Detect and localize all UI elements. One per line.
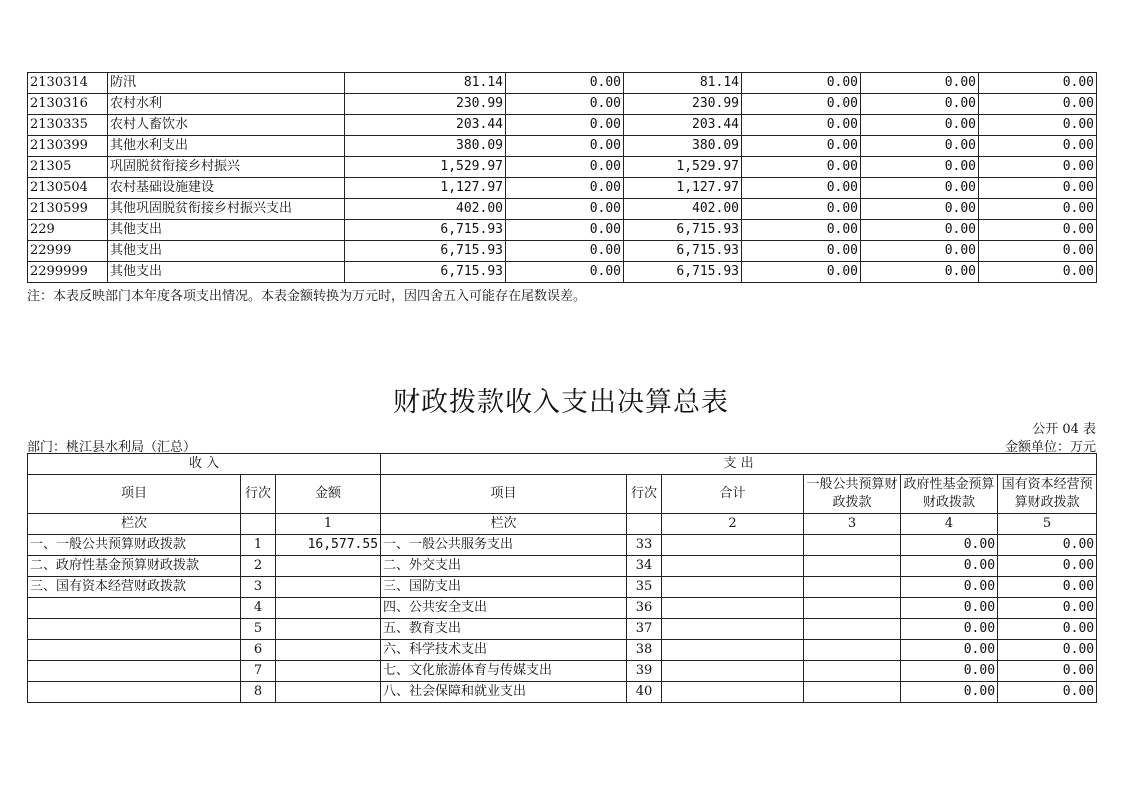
expense-item: 一、一般公共服务支出 bbox=[381, 535, 627, 556]
state-capital-value: 0.00 bbox=[998, 577, 1097, 598]
value-col-5: 0.00 bbox=[861, 262, 979, 283]
subject-code: 2130335 bbox=[28, 115, 108, 136]
subject-code: 2130599 bbox=[28, 199, 108, 220]
income-row-no-header: 行次 bbox=[241, 475, 276, 514]
table-row bbox=[28, 535, 1097, 556]
total-value: 6,715.93 bbox=[345, 241, 506, 262]
gov-fund-value: 0.00 bbox=[901, 598, 998, 619]
table-row bbox=[28, 94, 1097, 115]
page-title: 财政拨款收入支出决算总表 bbox=[393, 387, 729, 418]
state-capital-value: 0.00 bbox=[998, 661, 1097, 682]
total-value: 230.99 bbox=[345, 94, 506, 115]
expense-row-no: 39 bbox=[627, 661, 662, 682]
subject-code: 21305 bbox=[28, 157, 108, 178]
subject-name: 其他支出 bbox=[108, 262, 345, 283]
project-expense-value: 1,529.97 bbox=[624, 157, 742, 178]
value-col-5: 0.00 bbox=[861, 178, 979, 199]
expense-row-no: 36 bbox=[627, 598, 662, 619]
project-expense-value: 230.99 bbox=[624, 94, 742, 115]
general-budget-value bbox=[804, 577, 901, 598]
column-number-5: 5 bbox=[998, 514, 1097, 535]
expense-header: 支 出 bbox=[381, 454, 1097, 475]
general-budget-value bbox=[804, 619, 901, 640]
income-amount bbox=[276, 661, 381, 682]
subject-code: 22999 bbox=[28, 241, 108, 262]
gov-fund-value: 0.00 bbox=[901, 640, 998, 661]
expense-total bbox=[662, 682, 804, 703]
table-row bbox=[28, 115, 1097, 136]
expense-item: 六、科学技术支出 bbox=[381, 640, 627, 661]
income-amount-header: 金额 bbox=[276, 475, 381, 514]
basic-expense-value: 0.00 bbox=[506, 199, 624, 220]
gov-fund-value: 0.00 bbox=[901, 619, 998, 640]
value-col-6: 0.00 bbox=[979, 115, 1097, 136]
basic-expense-value: 0.00 bbox=[506, 73, 624, 94]
gov-fund-value: 0.00 bbox=[901, 556, 998, 577]
income-item: 一、一般公共预算财政拨款 bbox=[28, 535, 241, 556]
subject-name: 农村水利 bbox=[108, 94, 345, 115]
subject-name: 其他水利支出 bbox=[108, 136, 345, 157]
value-col-4: 0.00 bbox=[742, 220, 861, 241]
income-amount bbox=[276, 598, 381, 619]
value-col-6: 0.00 bbox=[979, 178, 1097, 199]
table-row bbox=[28, 73, 1097, 94]
project-expense-value: 203.44 bbox=[624, 115, 742, 136]
expense-item: 三、国防支出 bbox=[381, 577, 627, 598]
expense-row-no: 35 bbox=[627, 577, 662, 598]
state-capital-header: 国有资本经营预算财政拨款 bbox=[998, 475, 1097, 514]
table-row bbox=[28, 619, 1097, 640]
column-number-1: 1 bbox=[276, 514, 381, 535]
project-expense-value: 1,127.97 bbox=[624, 178, 742, 199]
subject-code: 2130316 bbox=[28, 94, 108, 115]
expense-total bbox=[662, 577, 804, 598]
value-col-4: 0.00 bbox=[742, 136, 861, 157]
total-value: 6,715.93 bbox=[345, 262, 506, 283]
expense-total bbox=[662, 619, 804, 640]
table-row bbox=[28, 661, 1097, 682]
project-expense-value: 6,715.93 bbox=[624, 262, 742, 283]
income-row-no: 6 bbox=[241, 640, 276, 661]
expense-item: 八、社会保障和就业支出 bbox=[381, 682, 627, 703]
subject-name: 农村人畜饮水 bbox=[108, 115, 345, 136]
state-capital-value: 0.00 bbox=[998, 682, 1097, 703]
table-note: 注：本表反映部门本年度各项支出情况。本表金额转换为万元时，因四舍五入可能存在尾数误差。 bbox=[27, 289, 587, 304]
general-budget-value bbox=[804, 598, 901, 619]
value-col-5: 0.00 bbox=[861, 73, 979, 94]
income-amount bbox=[276, 682, 381, 703]
general-budget-value bbox=[804, 682, 901, 703]
total-value: 81.14 bbox=[345, 73, 506, 94]
income-amount bbox=[276, 619, 381, 640]
project-expense-value: 81.14 bbox=[624, 73, 742, 94]
fiscal-summary-table bbox=[27, 453, 1097, 703]
value-col-5: 0.00 bbox=[861, 241, 979, 262]
expense-total bbox=[662, 535, 804, 556]
total-header: 合计 bbox=[662, 475, 804, 514]
income-item bbox=[28, 640, 241, 661]
income-item-header: 项目 bbox=[28, 475, 241, 514]
value-col-6: 0.00 bbox=[979, 136, 1097, 157]
general-budget-value bbox=[804, 535, 901, 556]
expense-total bbox=[662, 640, 804, 661]
subject-name: 防汛 bbox=[108, 73, 345, 94]
subject-name: 其他巩固脱贫衔接乡村振兴支出 bbox=[108, 199, 345, 220]
income-item bbox=[28, 598, 241, 619]
subject-code: 229 bbox=[28, 220, 108, 241]
expense-row-no: 38 bbox=[627, 640, 662, 661]
general-budget-value bbox=[804, 556, 901, 577]
gov-fund-value: 0.00 bbox=[901, 661, 998, 682]
total-value: 380.09 bbox=[345, 136, 506, 157]
value-col-6: 0.00 bbox=[979, 157, 1097, 178]
income-item: 三、国有资本经营财政拨款 bbox=[28, 577, 241, 598]
expense-row-no: 40 bbox=[627, 682, 662, 703]
income-item bbox=[28, 682, 241, 703]
value-col-4: 0.00 bbox=[742, 94, 861, 115]
income-item bbox=[28, 619, 241, 640]
income-row-no: 4 bbox=[241, 598, 276, 619]
expense-total bbox=[662, 598, 804, 619]
column-number-2: 2 bbox=[662, 514, 804, 535]
state-capital-value: 0.00 bbox=[998, 535, 1097, 556]
value-col-5: 0.00 bbox=[861, 115, 979, 136]
expense-item: 二、外交支出 bbox=[381, 556, 627, 577]
expense-row-no-header: 行次 bbox=[627, 475, 662, 514]
subject-name: 其他支出 bbox=[108, 220, 345, 241]
expense-total bbox=[662, 556, 804, 577]
value-col-5: 0.00 bbox=[861, 157, 979, 178]
income-amount: 16,577.55 bbox=[276, 535, 381, 556]
table-row bbox=[28, 598, 1097, 619]
income-amount bbox=[276, 640, 381, 661]
value-col-5: 0.00 bbox=[861, 136, 979, 157]
basic-expense-value: 0.00 bbox=[506, 136, 624, 157]
expense-item: 七、文化旅游体育与传媒支出 bbox=[381, 661, 627, 682]
expense-item: 四、公共安全支出 bbox=[381, 598, 627, 619]
table-row bbox=[28, 220, 1097, 241]
value-col-6: 0.00 bbox=[979, 220, 1097, 241]
expense-item: 五、教育支出 bbox=[381, 619, 627, 640]
basic-expense-value: 0.00 bbox=[506, 94, 624, 115]
income-row-no: 2 bbox=[241, 556, 276, 577]
income-row-no: 1 bbox=[241, 535, 276, 556]
subject-code: 2299999 bbox=[28, 262, 108, 283]
income-header: 收 入 bbox=[28, 454, 381, 475]
basic-expense-value: 0.00 bbox=[506, 178, 624, 199]
general-budget-value bbox=[804, 640, 901, 661]
department-label: 部门：桃江县水利局（汇总） bbox=[27, 440, 197, 455]
basic-expense-value: 0.00 bbox=[506, 262, 624, 283]
value-col-5: 0.00 bbox=[861, 94, 979, 115]
value-col-6: 0.00 bbox=[979, 73, 1097, 94]
gov-fund-header: 政府性基金预算财政拨款 bbox=[901, 475, 998, 514]
subject-name: 其他支出 bbox=[108, 241, 345, 262]
total-value: 1,529.97 bbox=[345, 157, 506, 178]
total-value: 1,127.97 bbox=[345, 178, 506, 199]
basic-expense-value: 0.00 bbox=[506, 115, 624, 136]
value-col-4: 0.00 bbox=[742, 262, 861, 283]
table-row bbox=[28, 136, 1097, 157]
value-col-6: 0.00 bbox=[979, 199, 1097, 220]
expense-total bbox=[662, 661, 804, 682]
amount-unit-label: 金额单位：万元 bbox=[1004, 440, 1096, 455]
expense-item-header: 项目 bbox=[381, 475, 627, 514]
value-col-5: 0.00 bbox=[861, 199, 979, 220]
value-col-4: 0.00 bbox=[742, 73, 861, 94]
total-value: 203.44 bbox=[345, 115, 506, 136]
subject-code: 2130314 bbox=[28, 73, 108, 94]
state-capital-value: 0.00 bbox=[998, 640, 1097, 661]
table-row bbox=[28, 682, 1097, 703]
income-item bbox=[28, 661, 241, 682]
project-expense-value: 6,715.93 bbox=[624, 241, 742, 262]
income-amount bbox=[276, 556, 381, 577]
column-label: 栏次 bbox=[28, 514, 241, 535]
basic-expense-value: 0.00 bbox=[506, 241, 624, 262]
income-row-no: 7 bbox=[241, 661, 276, 682]
gov-fund-value: 0.00 bbox=[901, 577, 998, 598]
value-col-6: 0.00 bbox=[979, 262, 1097, 283]
total-value: 6,715.93 bbox=[345, 220, 506, 241]
table-row bbox=[28, 640, 1097, 661]
state-capital-value: 0.00 bbox=[998, 598, 1097, 619]
value-col-4: 0.00 bbox=[742, 157, 861, 178]
value-col-4: 0.00 bbox=[742, 115, 861, 136]
table-row bbox=[28, 157, 1097, 178]
table-row bbox=[28, 241, 1097, 262]
income-item: 二、政府性基金预算财政拨款 bbox=[28, 556, 241, 577]
form-number: 公开 04 表 bbox=[1032, 422, 1096, 437]
table-row bbox=[28, 178, 1097, 199]
value-col-4: 0.00 bbox=[742, 178, 861, 199]
table-row bbox=[28, 556, 1097, 577]
column-number-4: 4 bbox=[901, 514, 998, 535]
expense-row-no: 37 bbox=[627, 619, 662, 640]
general-budget-value bbox=[804, 661, 901, 682]
subject-name: 农村基础设施建设 bbox=[108, 178, 345, 199]
expense-row-no: 33 bbox=[627, 535, 662, 556]
project-expense-value: 402.00 bbox=[624, 199, 742, 220]
table-row bbox=[28, 199, 1097, 220]
basic-expense-value: 0.00 bbox=[506, 220, 624, 241]
subject-code: 2130504 bbox=[28, 178, 108, 199]
table-row bbox=[28, 577, 1097, 598]
value-col-4: 0.00 bbox=[742, 199, 861, 220]
expense-row-no: 34 bbox=[627, 556, 662, 577]
general-budget-header: 一般公共预算财政拨款 bbox=[804, 475, 901, 514]
basic-expense-value: 0.00 bbox=[506, 157, 624, 178]
gov-fund-value: 0.00 bbox=[901, 682, 998, 703]
column-number-3: 3 bbox=[804, 514, 901, 535]
subject-code: 2130399 bbox=[28, 136, 108, 157]
income-row-no: 3 bbox=[241, 577, 276, 598]
value-col-6: 0.00 bbox=[979, 94, 1097, 115]
column-label-expense: 栏次 bbox=[381, 514, 627, 535]
income-row-no: 8 bbox=[241, 682, 276, 703]
project-expense-value: 6,715.93 bbox=[624, 220, 742, 241]
gov-fund-value: 0.00 bbox=[901, 535, 998, 556]
total-value: 402.00 bbox=[345, 199, 506, 220]
state-capital-value: 0.00 bbox=[998, 556, 1097, 577]
state-capital-value: 0.00 bbox=[998, 619, 1097, 640]
value-col-5: 0.00 bbox=[861, 220, 979, 241]
income-amount bbox=[276, 577, 381, 598]
subject-name: 巩固脱贫衔接乡村振兴 bbox=[108, 157, 345, 178]
value-col-6: 0.00 bbox=[979, 241, 1097, 262]
expense-detail-table bbox=[27, 72, 1097, 283]
value-col-4: 0.00 bbox=[742, 241, 861, 262]
project-expense-value: 380.09 bbox=[624, 136, 742, 157]
table-row bbox=[28, 262, 1097, 283]
income-row-no: 5 bbox=[241, 619, 276, 640]
